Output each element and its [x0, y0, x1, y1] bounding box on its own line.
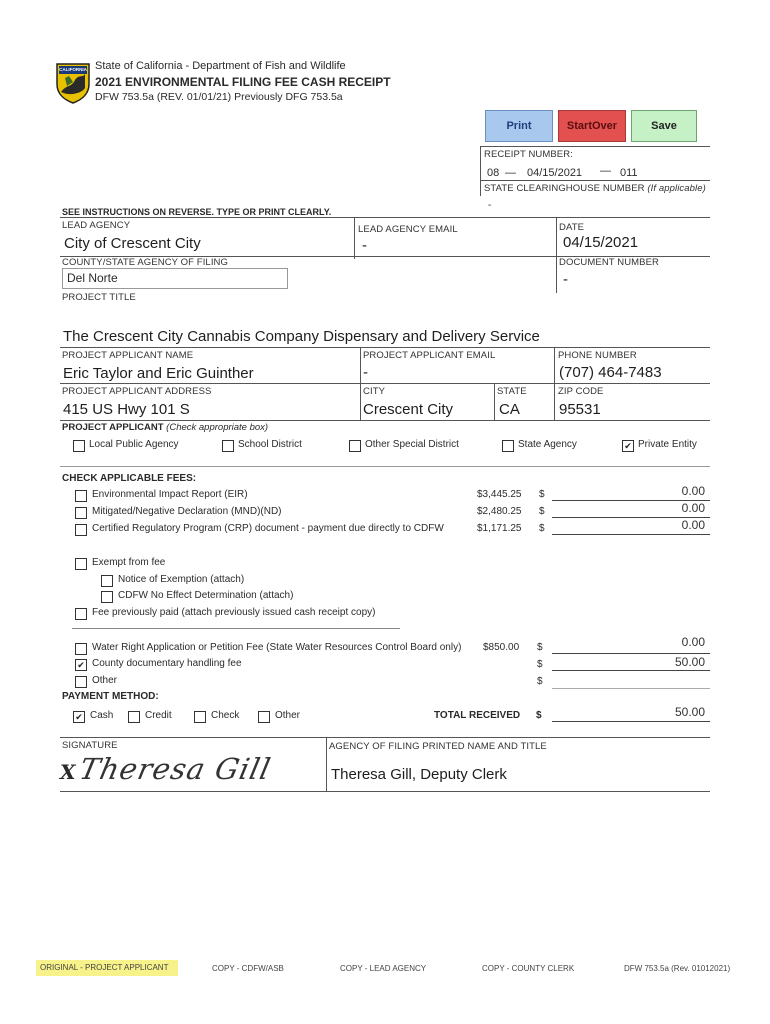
applicant-type-school-district-checkbox[interactable]: [222, 440, 234, 452]
applicant-type-private-entity-checkbox[interactable]: ✔: [622, 440, 634, 452]
state-label: STATE: [497, 386, 527, 397]
exempt-checkbox[interactable]: [75, 558, 87, 570]
fee-dollar: $: [539, 489, 545, 500]
fee-amount[interactable]: 0.00: [681, 501, 705, 515]
payment-other-label: Other: [275, 710, 301, 721]
receipt-dash2: —: [600, 165, 611, 177]
noe-label: Notice of Exemption (attach): [118, 574, 245, 585]
city-value[interactable]: Crescent City: [363, 401, 454, 418]
county-fee-label: County documentary handling fee: [92, 658, 242, 669]
zip-label: ZIP CODE: [558, 386, 604, 397]
lead-agency-email-label: LEAD AGENCY EMAIL: [358, 224, 458, 235]
payment-credit-checkbox[interactable]: [128, 711, 140, 723]
fee-rate: $1,171.25: [477, 523, 522, 534]
fee-label: Mitigated/Negative Declaration (MND)(ND): [92, 506, 282, 517]
fee-checkbox[interactable]: [75, 507, 87, 519]
printed-name-value[interactable]: Theresa Gill, Deputy Clerk: [331, 766, 507, 783]
applicant-type-label: [62, 422, 268, 433]
prev-paid-checkbox[interactable]: [75, 608, 87, 620]
footer-copy-lead-agency: COPY - LEAD AGENCY: [340, 964, 427, 973]
fee-checkbox[interactable]: [75, 524, 87, 536]
fee-amount[interactable]: 0.00: [681, 484, 705, 498]
total-amount[interactable]: 50.00: [674, 705, 705, 719]
date-value[interactable]: 04/15/2021: [563, 234, 639, 251]
fee-rate: $3,445.25: [477, 489, 522, 500]
water-checkbox[interactable]: [75, 643, 87, 655]
state-value[interactable]: CA: [499, 401, 520, 418]
water-label: Water Right Application or Petition Fee (State Water Resources Control Board only): [92, 642, 462, 653]
fee-amount[interactable]: 0.00: [681, 518, 705, 532]
applicant-type-note: (Check appropriate box): [166, 422, 269, 433]
water-dollar: $: [537, 642, 543, 653]
other-fee-checkbox[interactable]: [75, 676, 87, 688]
payment-check-label: Check: [211, 710, 240, 721]
form-title: 2021 ENVIRONMENTAL FILING FEE CASH RECEIPT: [95, 75, 391, 89]
zip-value[interactable]: 95531: [559, 401, 601, 418]
agency-seal: [55, 62, 91, 104]
other-fee-dollar: $: [537, 676, 543, 687]
water-rate: $850.00: [483, 642, 520, 653]
payment-cash-label: Cash: [90, 710, 114, 721]
other-fee-label: Other: [92, 675, 118, 686]
total-dollar: $: [536, 710, 542, 721]
address-value[interactable]: 415 US Hwy 101 S: [63, 401, 190, 418]
document-number-label: DOCUMENT NUMBER: [559, 257, 660, 268]
receipt-part1: 08: [487, 167, 500, 179]
county-label: COUNTY/STATE AGENCY OF FILING: [62, 257, 229, 268]
footer-copy-county-clerk: COPY - COUNTY CLERK: [482, 964, 575, 973]
applicant-type-local-public-agency-label: Local Public Agency: [89, 439, 179, 450]
phone-value[interactable]: (707) 464-7483: [559, 364, 662, 381]
clearinghouse-label: [484, 183, 706, 194]
noe-checkbox[interactable]: [101, 575, 113, 587]
water-amount[interactable]: 0.00: [681, 635, 705, 649]
county-fee-checkbox[interactable]: ✔: [75, 659, 87, 671]
applicant-email-label: PROJECT APPLICANT EMAIL: [363, 350, 496, 361]
lead-agency-label: LEAD AGENCY: [62, 220, 131, 231]
project-title-label: PROJECT TITLE: [62, 292, 136, 303]
applicant-type-private-entity-label: Private Entity: [638, 439, 697, 450]
county-fee-dollar: $: [537, 659, 543, 670]
clearinghouse-label-text: STATE CLEARINGHOUSE NUMBER: [484, 183, 645, 194]
fee-amount-underline: [552, 534, 710, 535]
cdfw-ned-checkbox[interactable]: [101, 591, 113, 603]
receipt-dash1: —: [505, 167, 516, 179]
applicant-type-local-public-agency-checkbox[interactable]: [73, 440, 85, 452]
fee-label: Environmental Impact Report (EIR): [92, 489, 248, 500]
prev-paid-label: Fee previously paid (attach previously issued cash receipt copy): [92, 607, 376, 618]
applicant-name-label: PROJECT APPLICANT NAME: [62, 350, 194, 361]
applicant-type-other-special-district-label: Other Special District: [365, 439, 459, 450]
fee-rate: $2,480.25: [477, 506, 522, 517]
fee-label: Certified Regulatory Program (CRP) document - payment due directly to CDFW: [92, 523, 444, 534]
footer-form-id: DFW 753.5a (Rev. 01012021): [624, 964, 731, 973]
fee-dollar: $: [539, 523, 545, 534]
total-label: TOTAL RECEIVED: [434, 710, 521, 721]
payment-cash-checkbox[interactable]: ✔: [73, 711, 85, 723]
fee-checkbox[interactable]: [75, 490, 87, 502]
signature-x: X: [60, 760, 76, 784]
lead-agency-email-value[interactable]: -: [362, 237, 367, 254]
payment-label: PAYMENT METHOD:: [62, 691, 159, 702]
applicant-name-value[interactable]: Eric Taylor and Eric Guinther: [63, 365, 254, 382]
project-title-value[interactable]: The Crescent City Cannabis Company Dispensary and Delivery Service: [63, 328, 540, 345]
county-value: Del Norte: [67, 271, 118, 285]
print-button[interactable]: Print: [485, 110, 553, 142]
signature-label: SIGNATURE: [62, 740, 118, 751]
seal-text: CALIFORNIA: [59, 67, 87, 72]
applicant-type-school-district-label: School District: [238, 439, 302, 450]
cdfw-ned-label: CDFW No Effect Determination (attach): [118, 590, 294, 601]
applicant-type-title: PROJECT APPLICANT: [62, 422, 164, 433]
clearinghouse-note: (If applicable): [647, 183, 706, 194]
document-number-value[interactable]: -: [563, 271, 568, 288]
receipt-part3: 011: [620, 167, 638, 179]
footer-copy-cdfw: COPY - CDFW/ASB: [212, 964, 284, 973]
exempt-label: Exempt from fee: [92, 557, 166, 568]
lead-agency-value[interactable]: City of Crescent City: [64, 235, 201, 252]
clearinghouse-value[interactable]: -: [488, 200, 492, 211]
start-over-button[interactable]: StartOver: [558, 110, 626, 142]
signature-script: Theresa Gill: [76, 752, 275, 786]
county-input-box[interactable]: [62, 268, 288, 289]
payment-other-checkbox[interactable]: [258, 711, 270, 723]
instructions: SEE INSTRUCTIONS ON REVERSE. TYPE OR PRINT CLEARLY.: [62, 207, 332, 217]
footer-copy-original: ORIGINAL - PROJECT APPLICANT: [40, 963, 169, 972]
payment-check-checkbox[interactable]: [194, 711, 206, 723]
applicant-type-state-agency-label: State Agency: [518, 439, 577, 450]
applicant-email-value[interactable]: -: [363, 364, 368, 381]
phone-label: PHONE NUMBER: [558, 350, 637, 361]
save-button[interactable]: Save: [631, 110, 697, 142]
date-label: DATE: [559, 222, 585, 233]
header-dept: State of California - Department of Fish and Wildlife: [95, 60, 346, 72]
fees-label: CHECK APPLICABLE FEES:: [62, 473, 197, 484]
payment-credit-label: Credit: [145, 710, 172, 721]
form-id: DFW 753.5a (REV. 01/01/21) Previously DFG 753.5a: [95, 91, 343, 103]
city-label: CITY: [363, 386, 386, 397]
fee-dollar: $: [539, 506, 545, 517]
applicant-type-state-agency-checkbox[interactable]: [502, 440, 514, 452]
address-label: PROJECT APPLICANT ADDRESS: [62, 386, 212, 397]
receipt-number-label: RECEIPT NUMBER:: [484, 149, 573, 160]
applicant-type-other-special-district-checkbox[interactable]: [349, 440, 361, 452]
printed-name-label: AGENCY OF FILING PRINTED NAME AND TITLE: [329, 741, 547, 752]
receipt-date: 04/15/2021: [527, 167, 583, 179]
county-fee-amount[interactable]: 50.00: [674, 655, 705, 669]
